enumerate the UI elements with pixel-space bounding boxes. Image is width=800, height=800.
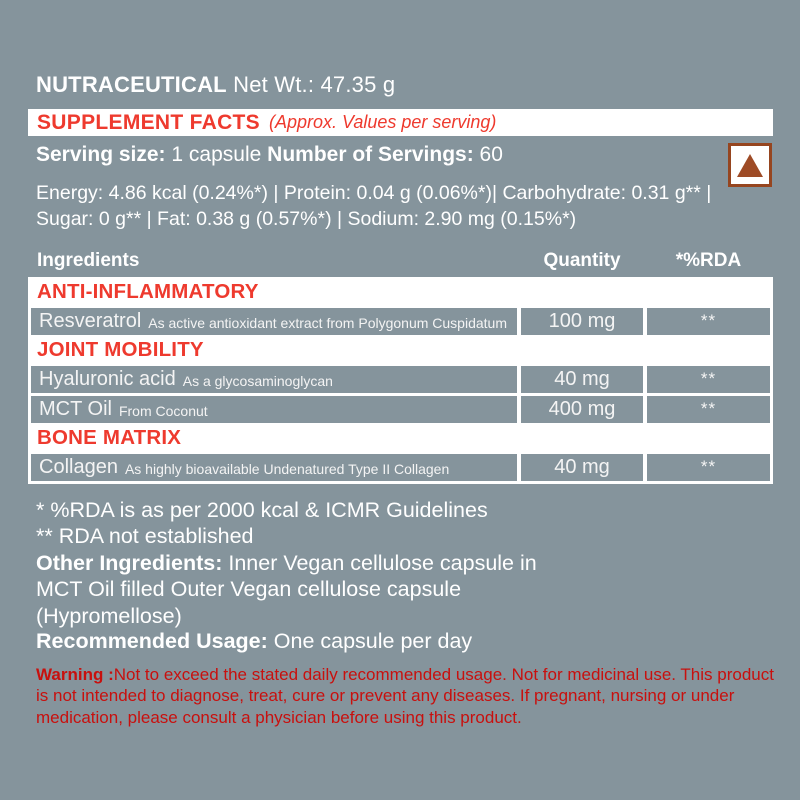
ingredient-desc: As highly bioavailable Undenatured Type II Collagen <box>124 460 450 477</box>
other-ingredients <box>36 550 541 629</box>
ingredient-quantity: 400 mg <box>548 397 616 420</box>
ingredient-name-cell <box>31 396 517 423</box>
ingredient-quantity: 40 mg <box>554 367 610 390</box>
non-vegetarian-triangle-icon <box>737 154 763 177</box>
servings-count-value: 60 <box>479 143 503 166</box>
category-row-bone-matrix <box>31 426 770 451</box>
brand-name: NUTRACEUTICAL <box>36 72 227 97</box>
serving-line <box>36 143 773 167</box>
ingredient-name: Hyaluronic acid <box>39 367 176 390</box>
table-row-hyaluronic-acid <box>31 366 770 393</box>
warning-text: Not to exceed the stated daily recommended usage. Not for medicinal use. This product is not intended to diagnose, treat, cure or prevent any diseases. If pregnant, nursing or under medication, please consult a physician before using this product. <box>36 665 774 727</box>
ingredient-rda-cell <box>647 308 770 335</box>
serving-size-value: 1 capsule <box>171 143 262 166</box>
footnotes <box>36 497 773 550</box>
other-ingredients-label: Other Ingredients: <box>36 550 223 575</box>
header-quantity: Quantity <box>543 249 621 271</box>
ingredient-quantity: 100 mg <box>548 309 616 332</box>
recommended-usage <box>36 629 773 654</box>
table-row-collagen <box>31 454 770 481</box>
ingredient-quantity-cell <box>521 308 643 335</box>
category-row-joint-mobility <box>31 338 770 363</box>
ingredient-desc: As active antioxidant extract from Polygonum Cuspidatum <box>148 314 507 331</box>
category-label: BONE MATRIX <box>37 426 182 450</box>
ingredient-desc: From Coconut <box>118 402 208 419</box>
ingredient-rda-cell <box>647 454 770 481</box>
category-label: ANTI-INFLAMMATORY <box>37 280 259 304</box>
non-vegetarian-mark <box>728 143 772 187</box>
serving-size-label: Serving size: <box>36 143 166 166</box>
ingredient-quantity-cell <box>521 396 643 423</box>
rda-not-established-note: ** RDA not established <box>36 524 254 549</box>
nutrition-line-1: Energy: 4.86 kcal (0.24%*) | Protein: 0.04 g (0.06%*)| Carbohydrate: 0.31 g** | <box>36 182 712 204</box>
ingredient-name-cell <box>31 454 517 481</box>
supplement-facts-title: SUPPLEMENT FACTS <box>37 110 260 134</box>
category-row-anti-inflammatory <box>31 280 770 305</box>
ingredient-name: MCT Oil <box>39 397 112 420</box>
ingredient-rda: ** <box>700 311 717 331</box>
ingredient-name-cell <box>31 366 517 393</box>
nutrition-summary <box>36 181 736 233</box>
header-ingredients: Ingredients <box>37 249 140 271</box>
ingredient-rda-cell <box>647 396 770 423</box>
table-row-mct-oil <box>31 396 770 423</box>
warning-block <box>36 664 778 728</box>
nutrition-line-2: Sugar: 0 g** | Fat: 0.38 g (0.57%*) | Sodium: 2.90 mg (0.15%*) <box>36 207 577 230</box>
ingredient-rda: ** <box>700 369 717 389</box>
brand-line <box>36 72 773 98</box>
rda-basis-note: * %RDA is as per 2000 kcal & ICMR Guidelines <box>36 497 488 522</box>
net-weight: Net Wt.: 47.35 g <box>233 72 396 97</box>
ingredient-name: Collagen <box>39 455 118 478</box>
ingredient-desc: As a glycosaminoglycan <box>182 372 333 389</box>
recommended-usage-text: One capsule per day <box>273 629 473 654</box>
ingredient-rda: ** <box>700 457 717 477</box>
ingredients-table <box>28 277 773 484</box>
ingredient-quantity: 40 mg <box>554 455 610 478</box>
other-ingredients-text: Inner Vegan cellulose capsule in MCT Oil filled Outer Vegan cellulose capsule (Hypromellose) <box>36 550 537 628</box>
table-row-resveratrol <box>31 308 770 335</box>
ingredient-quantity-cell <box>521 366 643 393</box>
ingredient-name: Resveratrol <box>39 309 142 332</box>
recommended-usage-label: Recommended Usage: <box>36 629 268 654</box>
ingredient-quantity-cell <box>521 454 643 481</box>
ingredient-rda: ** <box>700 399 717 419</box>
ingredient-rda-cell <box>647 366 770 393</box>
table-header <box>28 250 773 272</box>
supplement-facts-bar <box>28 109 773 136</box>
ingredient-name-cell <box>31 308 517 335</box>
servings-count-label: Number of Servings: <box>267 143 474 166</box>
header-rda: *%RDA <box>675 249 742 271</box>
supplement-facts-subtitle: (Approx. Values per serving) <box>268 112 497 132</box>
warning-label: Warning : <box>36 665 114 685</box>
category-label: JOINT MOBILITY <box>37 338 204 362</box>
